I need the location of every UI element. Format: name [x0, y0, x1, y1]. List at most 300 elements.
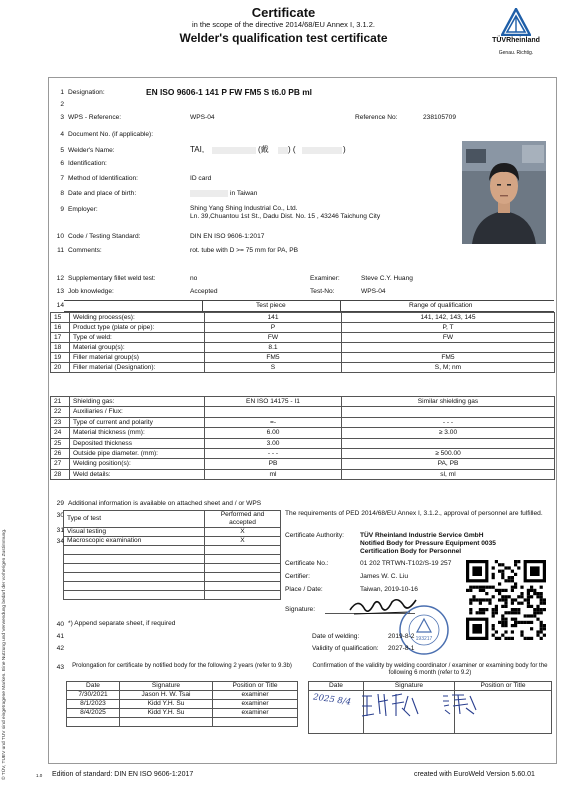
qr-module	[482, 589, 485, 592]
test-piece-value: FM5	[205, 353, 342, 363]
qr-module	[543, 634, 546, 637]
qr-module	[508, 576, 511, 579]
row-number: 3	[60, 114, 64, 121]
qr-module	[488, 586, 491, 589]
side-legal-text: © TÜV, TUEV und TUV sind eingetragene Marken. Eine Nutzung und Verwendung bedarf der vorherigen Zustimmung.	[2, 528, 7, 780]
qr-module	[511, 589, 514, 592]
birth-label: Date and place of birth:	[68, 190, 137, 197]
qr-module	[472, 598, 475, 601]
footer-code: 1.0	[36, 773, 43, 778]
qr-module	[514, 598, 517, 601]
qr-module	[533, 614, 536, 617]
qr-module	[514, 582, 517, 585]
qr-module	[504, 637, 507, 640]
employer-label: Employer:	[68, 206, 98, 213]
parameter-label: Deposited thickness	[70, 438, 205, 448]
table-row	[51, 469, 555, 479]
range-value: ≥ 500.00	[342, 449, 555, 459]
qr-module	[492, 627, 495, 630]
qr-module	[485, 608, 488, 611]
qr-module	[504, 589, 507, 592]
qr-module	[492, 573, 495, 576]
range-value: FM5	[342, 353, 555, 363]
authority-line3: Certification Body for Personnel	[360, 548, 462, 555]
qr-module	[517, 621, 520, 624]
table-cell	[64, 546, 205, 555]
qr-module	[527, 614, 530, 617]
range-value: - - -	[342, 417, 555, 427]
authority-line1: TÜV Rheinland Industrie Service GmbH	[360, 532, 484, 539]
qr-module	[514, 611, 517, 614]
qr-module	[482, 611, 485, 614]
stamp-number: 193217	[415, 636, 433, 642]
qr-module	[501, 621, 504, 624]
qr-module	[492, 608, 495, 611]
qr-module	[540, 627, 543, 630]
qr-module	[508, 595, 511, 598]
test-piece-value: P	[205, 323, 342, 333]
row-number: 40	[56, 621, 64, 628]
table-cell	[205, 546, 281, 555]
employer-line2: Ln. 39,Chuantou 1st St., Dadu Dist. No. 15 , 43246 Taichung City	[190, 213, 381, 220]
qr-module	[508, 637, 511, 640]
qr-module	[511, 618, 514, 621]
signature-header: Signature	[120, 682, 213, 691]
qr-module	[530, 566, 540, 576]
test-type: Visual testing	[64, 528, 205, 537]
parameter-label: Material group(s):	[70, 343, 205, 353]
range-value: sl, ml	[342, 469, 555, 479]
qr-module	[514, 563, 517, 566]
qr-module	[530, 595, 533, 598]
qr-module	[472, 595, 475, 598]
parameter-label: Filler material (Designation):	[70, 363, 205, 373]
wps-label: WPS - Reference:	[68, 114, 122, 121]
welder-name-start: TAI,	[190, 145, 205, 154]
row-number: 7	[60, 175, 64, 182]
qr-module	[527, 602, 530, 605]
qr-module	[527, 598, 530, 601]
qr-module	[479, 602, 482, 605]
table-row	[64, 528, 281, 537]
row-number: 22	[51, 407, 70, 417]
row-number: 9	[60, 206, 64, 213]
qr-module	[520, 586, 523, 589]
row-number: 13	[56, 288, 64, 295]
parameter-label: Filler material group(s)	[70, 353, 205, 363]
range-value: FW	[342, 333, 555, 343]
qr-module	[469, 598, 472, 601]
qr-module	[504, 621, 507, 624]
qr-module	[498, 592, 501, 595]
qr-module	[514, 573, 517, 576]
parameter-label: Type of weld:	[70, 333, 205, 343]
parameter-label: Shielding gas:	[70, 397, 205, 407]
row-number: 17	[51, 333, 70, 343]
qr-module	[533, 589, 536, 592]
qr-module	[540, 598, 543, 601]
qr-module	[536, 611, 539, 614]
birth-value: in Taiwan	[230, 190, 258, 197]
qr-module	[511, 608, 514, 611]
qr-module	[476, 598, 479, 601]
table-row	[67, 709, 298, 718]
qr-module	[469, 608, 472, 611]
qr-module	[530, 627, 533, 630]
row-number: 15	[51, 313, 70, 323]
table-row	[67, 691, 298, 700]
qr-module	[511, 637, 514, 640]
qr-module	[495, 637, 498, 640]
certifier-label: Certifier:	[285, 573, 310, 580]
row-number: 6	[60, 160, 64, 167]
parameter-label: Weld details:	[70, 469, 205, 479]
type-of-test-header: Type of test	[64, 511, 205, 528]
row-number: 25	[51, 438, 70, 448]
testno-label: Test-No:	[310, 288, 335, 295]
row-number: 27	[51, 459, 70, 469]
parameter-label: Auxiliaries / Flux:	[70, 407, 205, 417]
qr-module	[543, 608, 546, 611]
logo-name: TÜVRheinland	[492, 37, 540, 44]
table-row	[51, 313, 555, 323]
authority-line2: Notified Body for Pressure Equipment 0035	[360, 540, 496, 547]
validity-value: 2027-8-1	[388, 645, 415, 652]
reference-label: Reference No:	[355, 114, 398, 121]
divider	[340, 300, 341, 311]
qr-module	[466, 589, 469, 592]
qr-module	[517, 595, 520, 598]
qr-module	[508, 579, 511, 582]
qr-module	[511, 624, 514, 627]
qr-module	[536, 618, 539, 621]
row-number: 26	[51, 449, 70, 459]
place-label: Place / Date:	[285, 586, 323, 593]
qr-module	[511, 576, 514, 579]
qr-module	[501, 624, 504, 627]
test-piece-value: 6.00	[205, 428, 342, 438]
qr-module	[524, 621, 527, 624]
logo-tagline: Genau. Richtig.	[498, 50, 534, 56]
qr-module	[543, 627, 546, 630]
qr-module	[501, 598, 504, 601]
qr-module	[511, 570, 514, 573]
table-cell	[205, 555, 281, 564]
row-number: 19	[51, 353, 70, 363]
table-row	[64, 573, 281, 582]
qr-module	[530, 589, 533, 592]
qr-module	[501, 618, 504, 621]
qr-module	[504, 605, 507, 608]
row-number: 8	[60, 190, 64, 197]
qr-module	[504, 602, 507, 605]
row-number: 30	[56, 512, 64, 519]
place-value: Taiwan, 2019-10-16	[360, 586, 418, 593]
prolong-position: examiner	[213, 700, 298, 709]
table-cell	[64, 555, 205, 564]
table-row	[64, 555, 281, 564]
row-number: 42	[56, 645, 64, 652]
qr-module	[536, 592, 539, 595]
fillet-value: no	[190, 275, 198, 282]
table-cell	[120, 718, 213, 727]
qr-module	[492, 614, 495, 617]
handwritten-date: 2025 8/4	[312, 692, 352, 708]
row-number: 2	[60, 101, 64, 108]
qr-module	[504, 579, 507, 582]
table-row	[51, 428, 555, 438]
qr-module	[514, 624, 517, 627]
ped-intro: The requirements of PED 2014/68/EU Annex I, 3.1.2., approval of personnel are fulfilled.	[285, 510, 543, 517]
prolong-position: examiner	[213, 709, 298, 718]
qr-module	[511, 579, 514, 582]
qr-module	[530, 637, 533, 640]
qr-module	[495, 608, 498, 611]
table-cell	[205, 564, 281, 573]
qr-module	[504, 630, 507, 633]
table-cell	[205, 591, 281, 600]
qr-module	[514, 618, 517, 621]
qr-module	[536, 605, 539, 608]
qr-module	[524, 637, 527, 640]
row-number: 23	[51, 417, 70, 427]
table-row	[51, 363, 555, 373]
row-number: 11	[57, 247, 64, 254]
parameters-table-a	[50, 312, 555, 373]
qr-module	[472, 566, 482, 576]
qr-module	[536, 634, 539, 637]
redacted-block	[190, 190, 228, 197]
scope-text: in the scope of the directive 2014/68/EU Annex I, 3.1.2.	[191, 20, 376, 29]
qr-module	[530, 614, 533, 617]
qr-module	[495, 630, 498, 633]
qr-module	[527, 637, 530, 640]
qr-module	[501, 576, 504, 579]
row-number: 10	[56, 233, 64, 240]
qr-module	[504, 611, 507, 614]
qr-module	[495, 589, 498, 592]
qr-module	[527, 592, 530, 595]
qr-module	[501, 573, 504, 576]
table-cell	[64, 564, 205, 573]
table-cell	[213, 718, 298, 727]
row-number: 12	[56, 275, 64, 282]
qr-module	[543, 624, 546, 627]
qr-module	[540, 608, 543, 611]
divider	[202, 300, 203, 311]
row-number: 18	[51, 343, 70, 353]
qr-module	[524, 598, 527, 601]
qr-module	[479, 598, 482, 601]
qr-module	[498, 621, 501, 624]
prolongation-table	[66, 681, 298, 727]
certno-value: 01 202 TRTWN-T102/S-19 257	[360, 560, 452, 567]
created-with: created with EuroWeld Version 5.60.01	[414, 771, 535, 778]
qr-module	[517, 608, 520, 611]
range-value: P, T	[342, 323, 555, 333]
table-cell	[67, 718, 120, 727]
qr-module	[482, 598, 485, 601]
qr-module	[524, 614, 527, 617]
range-value: S, M; nm	[342, 363, 555, 373]
tests-table	[63, 510, 281, 600]
qr-module	[488, 598, 491, 601]
qr-module	[504, 618, 507, 621]
qr-module	[498, 637, 501, 640]
qr-module	[485, 592, 488, 595]
table-cell	[64, 573, 205, 582]
qr-module	[469, 589, 472, 592]
qr-module	[536, 608, 539, 611]
qr-module	[492, 595, 495, 598]
qr-module	[517, 566, 520, 569]
qr-module	[540, 624, 543, 627]
job-value: Accepted	[190, 288, 218, 295]
test-piece-value: EN ISO 14175 - I1	[205, 397, 342, 407]
qr-module	[504, 595, 507, 598]
row-number: 20	[51, 363, 70, 373]
fillet-label: Supplementary fillet weld test:	[68, 275, 156, 282]
qr-module	[469, 586, 472, 589]
qr-module	[469, 611, 472, 614]
test-piece-value: PB	[205, 459, 342, 469]
job-label: Job knowledge:	[68, 288, 114, 295]
table-row	[51, 353, 555, 363]
qr-module	[540, 611, 543, 614]
prolong-signature: Kidd Y.H. Su	[120, 709, 213, 718]
table-row	[51, 459, 555, 469]
qr-module	[469, 602, 472, 605]
qr-module	[501, 589, 504, 592]
qr-module	[508, 611, 511, 614]
qr-module	[492, 611, 495, 614]
row-number: 43	[56, 664, 64, 671]
qr-module	[520, 595, 523, 598]
date-welding-label: Date of welding:	[312, 633, 360, 640]
qr-module	[476, 586, 479, 589]
qr-module	[511, 602, 514, 605]
qr-module	[514, 608, 517, 611]
test-piece-value: 141	[205, 313, 342, 323]
qr-module	[511, 630, 514, 633]
row-number: 1	[60, 89, 64, 96]
qr-module	[498, 598, 501, 601]
qr-module	[511, 586, 514, 589]
qr-module	[536, 630, 539, 633]
date-header: Date	[67, 682, 120, 691]
row-number: 28	[51, 469, 70, 479]
qr-module	[527, 595, 530, 598]
table-row	[64, 582, 281, 591]
table-row	[64, 537, 281, 546]
table-row	[51, 333, 555, 343]
table-row	[51, 323, 555, 333]
range-value: Similar shielding gas	[342, 397, 555, 407]
qr-module	[543, 602, 546, 605]
table-cell	[205, 573, 281, 582]
comments-label: Comments:	[68, 247, 102, 254]
qr-module	[530, 621, 533, 624]
row-number: 24	[51, 428, 70, 438]
qr-module	[498, 570, 501, 573]
qr-module	[520, 634, 523, 637]
qr-module	[479, 589, 482, 592]
qr-module	[517, 560, 520, 563]
test-piece-value: 8.1	[205, 343, 342, 353]
qr-module	[472, 624, 482, 634]
certifier-value: James W. C. Liu	[360, 573, 409, 580]
qr-module	[501, 570, 504, 573]
prolongation-title: Prolongation for certificate by notified body for the following 2 years (refer to 9.3b)	[72, 662, 292, 669]
welder-photo	[462, 141, 546, 244]
qr-module	[495, 605, 498, 608]
range-value	[342, 438, 555, 448]
qr-module	[492, 634, 495, 637]
qr-code-icon	[466, 560, 546, 640]
append-note: *) Append separate sheet, if required	[68, 620, 176, 627]
parameter-label: Material thickness (mm):	[70, 428, 205, 438]
redacted-block	[212, 147, 256, 154]
document-no-label: Document No. (if applicable):	[68, 131, 154, 138]
qr-module	[540, 630, 543, 633]
tuv-logo	[486, 8, 546, 56]
signature-label: Signature:	[285, 606, 316, 613]
certificate-subtitle: Welder's qualification test certificate	[179, 31, 388, 45]
prolong-position: examiner	[213, 691, 298, 700]
table-row	[51, 449, 555, 459]
qr-module	[540, 621, 543, 624]
qr-module	[482, 608, 485, 611]
performed-header: Performed and accepted	[205, 511, 281, 528]
range-value: 141, 142, 143, 145	[342, 313, 555, 323]
table-row	[67, 718, 298, 727]
test-piece-value: FW	[205, 333, 342, 343]
qr-module	[540, 595, 543, 598]
identification-label: Identification:	[68, 160, 107, 167]
qr-module	[511, 611, 514, 614]
qr-module	[527, 621, 530, 624]
qr-module	[530, 605, 533, 608]
qr-module	[514, 560, 517, 563]
row-number: 34	[56, 538, 64, 545]
qr-module	[476, 611, 479, 614]
range-value	[342, 407, 555, 417]
welder-name-mid: (戴	[258, 145, 269, 154]
qr-module	[540, 637, 543, 640]
row-number: 14	[56, 302, 64, 309]
qr-module	[485, 586, 488, 589]
employer-line1: Shing Yang Shing Industrial Co., Ltd.	[190, 205, 298, 212]
table-cell	[64, 591, 205, 600]
qr-module	[498, 589, 501, 592]
reference-value: 238105709	[423, 114, 457, 121]
additional-info: Additional information is available on attached sheet and / or WPS	[68, 500, 262, 507]
test-piece-header: Test piece	[256, 302, 286, 309]
prolong-date: 8/4/2025	[67, 709, 120, 718]
qr-module	[482, 586, 485, 589]
qr-module	[514, 621, 517, 624]
qr-module	[527, 589, 530, 592]
qr-module	[501, 563, 504, 566]
qr-module	[517, 602, 520, 605]
prolong-signature: Jason H. W. Tsai	[120, 691, 213, 700]
qr-module	[501, 634, 504, 637]
authority-label: Certificate Authority:	[285, 532, 345, 539]
test-piece-value: - - -	[205, 449, 342, 459]
qr-module	[530, 586, 533, 589]
table-row	[51, 438, 555, 448]
validity-label: Validity of qualification:	[312, 645, 379, 652]
